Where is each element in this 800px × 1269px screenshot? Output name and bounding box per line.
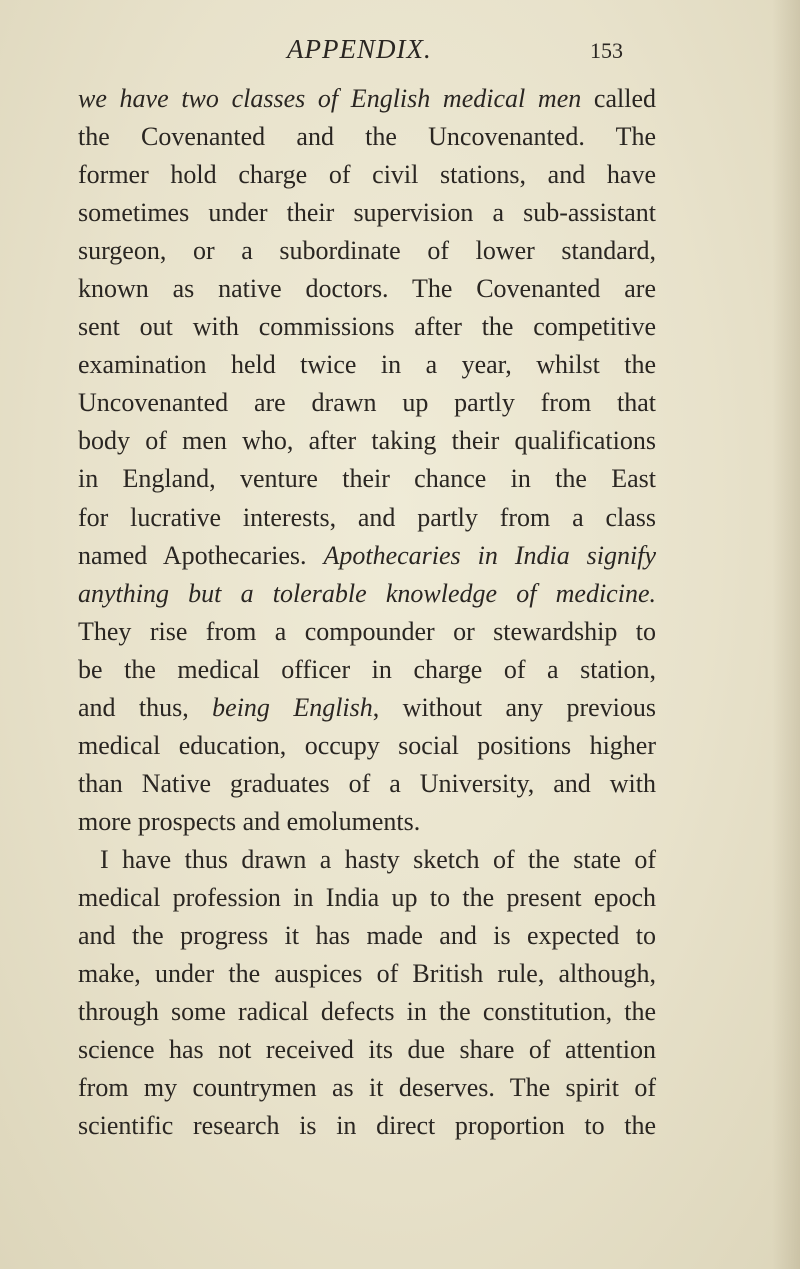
text-line bbox=[78, 575, 656, 613]
paragraph-last-line: more prospects and emoluments. bbox=[78, 806, 421, 836]
text-line: medical education, occupy social positions higher bbox=[78, 730, 656, 760]
italic-phrase: being English bbox=[212, 692, 373, 722]
text-line: surgeon, or a subordinate of lower standard, bbox=[78, 236, 656, 266]
text-line: be the medical officer in charge of a station, bbox=[78, 654, 656, 684]
text-line: and thus, being English, without any previous bbox=[78, 692, 656, 722]
text-line: Uncovenanted are drawn up partly from that bbox=[78, 388, 656, 418]
text-line: named Apothecaries. Apothecaries in India signify bbox=[78, 540, 656, 570]
body-text bbox=[78, 80, 656, 1145]
text-line: sometimes under their supervision a sub-assistant bbox=[78, 198, 656, 228]
text-line: than Native graduates of a University, and with bbox=[78, 768, 656, 798]
text-line: sent out with commissions after the competitive bbox=[78, 312, 656, 342]
italic-phrase: we have two classes of English medical men bbox=[78, 84, 582, 113]
text-line: and the progress it has made and is expected to bbox=[78, 921, 656, 951]
text-line: body of men who, after taking their qualifications bbox=[78, 426, 656, 456]
text-line: from my countrymen as it deserves. The spirit of bbox=[78, 1073, 656, 1103]
running-title: APPENDIX. bbox=[287, 34, 432, 64]
text-line: known as native doctors. The Covenanted are bbox=[78, 274, 656, 304]
running-head bbox=[0, 30, 800, 70]
text-line: medical profession in India up to the present epoch bbox=[78, 882, 656, 912]
italic-phrase: anything but a tolerable knowledge of medicine. bbox=[78, 578, 656, 608]
text-line: make, under the auspices of British rule, although, bbox=[78, 959, 656, 989]
text-line: former hold charge of civil stations, and have bbox=[78, 160, 656, 190]
paragraph-first-line: I have thus drawn a hasty sketch of the state of bbox=[100, 844, 656, 874]
text-line: through some radical defects in the constitution, the bbox=[78, 997, 656, 1027]
text-line: examination held twice in a year, whilst the bbox=[78, 350, 656, 380]
page-number: 153 bbox=[590, 38, 623, 63]
italic-phrase: Apothecaries in India signify bbox=[323, 540, 656, 570]
text-line: we have two classes of English medical men called bbox=[78, 84, 656, 113]
text-line: science has not received its due share of attention bbox=[78, 1035, 656, 1065]
text-line: in England, venture their chance in the East bbox=[78, 464, 656, 494]
text-line: They rise from a compounder or stewardship to bbox=[78, 616, 656, 646]
text-line: the Covenanted and the Uncovenanted. The bbox=[78, 122, 656, 152]
text-line: for lucrative interests, and partly from a class bbox=[78, 502, 656, 532]
text-line: scientific research is in direct proportion to the bbox=[78, 1111, 656, 1141]
page-edge-shadow bbox=[772, 0, 800, 1269]
